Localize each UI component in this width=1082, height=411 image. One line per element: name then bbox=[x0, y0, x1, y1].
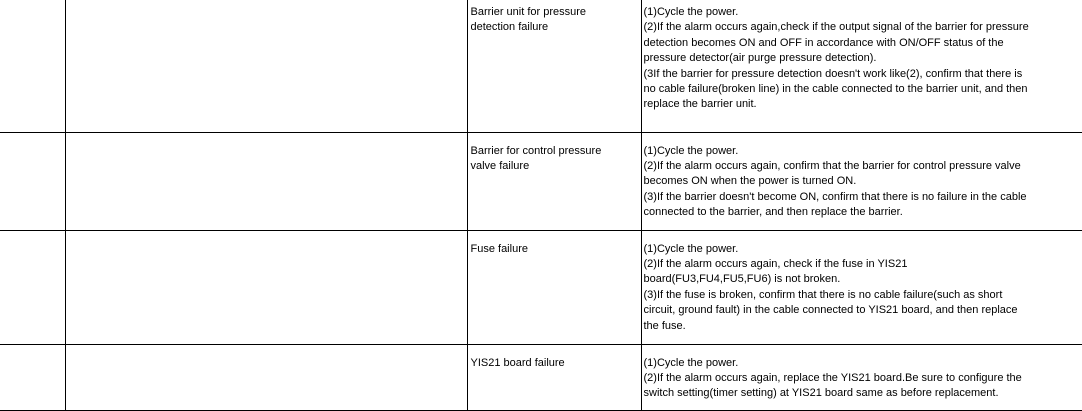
table-row bbox=[0, 230, 1082, 344]
remedy-text: connected to the barrier, and then replace the barrier. bbox=[643, 206, 903, 219]
alarm-code-cell bbox=[0, 344, 65, 410]
remedy-text: pressure detector(air purge pressure detection). bbox=[643, 52, 877, 65]
cause-cell bbox=[467, 230, 641, 344]
alarm-code-cell bbox=[0, 230, 65, 344]
remedy-text: board(FU3,FU4,FU5,FU6) is not broken. bbox=[643, 273, 841, 286]
table-row bbox=[0, 0, 1082, 132]
alarm-description-cell bbox=[65, 0, 467, 132]
remedy-text: switch setting(timer setting) at YIS21 board same as before replacement. bbox=[643, 387, 999, 400]
remedy-text: (3)If the barrier doesn't become ON, confirm that there is no failure in the cable bbox=[643, 190, 1027, 203]
table-row bbox=[0, 344, 1082, 410]
alarm-description-cell bbox=[65, 344, 467, 410]
remedy-text: (2)If the alarm occurs again,check if the output signal of the barrier for pressure bbox=[643, 21, 1029, 34]
remedy-text: (3If the barrier for pressure detection doesn't work like(2), confirm that there is bbox=[643, 67, 1023, 80]
remedy-cell bbox=[641, 132, 1082, 230]
remedy-text: (2)If the alarm occurs again, replace the YIS21 board.Be sure to configure the bbox=[643, 371, 1022, 384]
alarm-description-cell bbox=[65, 132, 467, 230]
remedy-text: (3)If the fuse is broken, confirm that there is no cable failure(such as short bbox=[643, 288, 1003, 301]
remedy-text: (1)Cycle the power. bbox=[643, 242, 739, 255]
remedy-text: (1)Cycle the power. bbox=[643, 144, 739, 157]
cause-text: valve failure bbox=[470, 159, 530, 172]
remedy-text: replace the barrier unit. bbox=[643, 98, 757, 111]
cause-cell bbox=[467, 0, 641, 132]
cause-cell bbox=[467, 132, 641, 230]
alarm-code-cell bbox=[0, 132, 65, 230]
cause-text: detection failure bbox=[470, 21, 549, 34]
cause-text: YIS21 board failure bbox=[470, 356, 565, 369]
table-row bbox=[0, 132, 1082, 230]
remedy-cell bbox=[641, 0, 1082, 132]
cause-text: Fuse failure bbox=[470, 242, 528, 255]
remedy-text: detection becomes ON and OFF in accordance with ON/OFF status of the bbox=[643, 36, 1004, 49]
remedy-text: (2)If the alarm occurs again, check if the fuse in YIS21 bbox=[643, 257, 908, 270]
remedy-text: (2)If the alarm occurs again, confirm that the barrier for control pressure valve bbox=[643, 159, 1021, 172]
cause-text: Barrier for control pressure bbox=[470, 144, 602, 157]
cause-text: Barrier unit for pressure bbox=[470, 6, 587, 18]
remedy-cell bbox=[641, 230, 1082, 344]
alarm-code-cell bbox=[0, 0, 65, 132]
remedy-text: becomes ON when the power is turned ON. bbox=[643, 175, 857, 188]
remedy-text: (1)Cycle the power. bbox=[643, 6, 739, 18]
remedy-text: the fuse. bbox=[643, 319, 686, 332]
remedy-cell bbox=[641, 344, 1082, 410]
remedy-text: circuit, ground fault) in the cable connected to YIS21 board, and then replace bbox=[643, 304, 1018, 317]
remedy-text: no cable failure(broken line) in the cable connected to the barrier unit, and then bbox=[643, 83, 1028, 96]
remedy-text: (1)Cycle the power. bbox=[643, 356, 739, 369]
alarm-description-cell bbox=[65, 230, 467, 344]
cause-cell bbox=[467, 344, 641, 410]
